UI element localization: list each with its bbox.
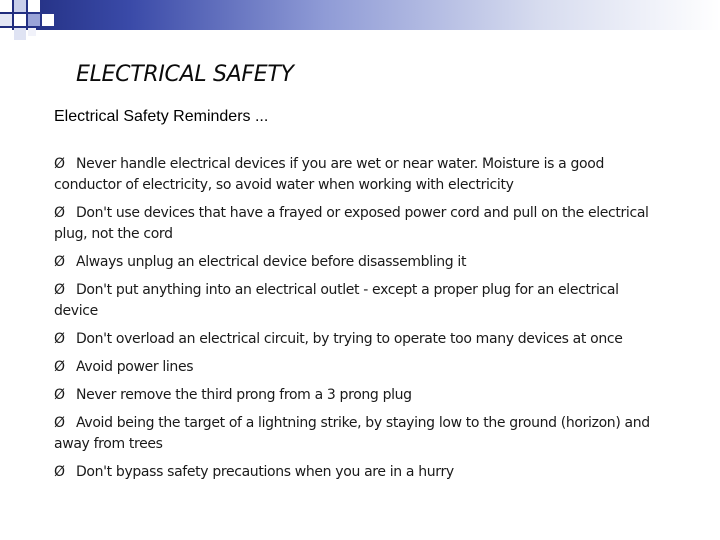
- deco-square: [28, 14, 40, 26]
- list-item: [54, 203, 666, 245]
- list-item-text: Don't use devices that have a frayed or exposed power cord and pull on the electrical plug, not the cord: [54, 205, 649, 242]
- list-item-text: Avoid power lines: [76, 359, 194, 375]
- slide-subtitle: Electrical Safety Reminders ...: [54, 108, 269, 125]
- deco-square: [42, 14, 54, 26]
- deco-square: [28, 28, 36, 36]
- arrow-bullet-icon: Ø: [54, 205, 65, 221]
- arrow-bullet-icon: Ø: [54, 464, 65, 480]
- deco-square: [14, 28, 26, 40]
- slide-title: ELECTRICAL SAFETY: [76, 62, 294, 87]
- list-item: [54, 462, 666, 483]
- deco-square: [14, 14, 26, 26]
- header-gradient-band: [0, 0, 720, 30]
- list-item-text: Never remove the third prong from a 3 prong plug: [76, 387, 412, 403]
- list-item-text: Don't overload an electrical circuit, by trying to operate too many devices at once: [76, 331, 623, 347]
- list-item-text: Always unplug an electrical device before disassembling it: [76, 254, 467, 270]
- arrow-bullet-icon: Ø: [54, 415, 65, 431]
- list-item: [54, 252, 666, 273]
- arrow-bullet-icon: Ø: [54, 359, 65, 375]
- deco-square: [0, 0, 12, 12]
- list-item-text: Avoid being the target of a lightning strike, by staying low to the ground (horizon) and away from trees: [54, 415, 650, 452]
- list-item: [54, 329, 666, 350]
- decorative-squares: [0, 0, 70, 50]
- list-item-text: Don't put anything into an electrical outlet - except a proper plug for an electrical device: [54, 282, 619, 319]
- list-item-text: Don't bypass safety precautions when you are in a hurry: [76, 464, 454, 480]
- arrow-bullet-icon: Ø: [54, 156, 65, 172]
- list-item: [54, 154, 666, 196]
- arrow-bullet-icon: Ø: [54, 254, 65, 270]
- list-item: [54, 357, 666, 378]
- arrow-bullet-icon: Ø: [54, 282, 65, 298]
- list-item: [54, 413, 666, 455]
- list-item: [54, 280, 666, 322]
- list-item-text: Never handle electrical devices if you are wet or near water. Moisture is a good conductor of electricity, so avoid water when working with electricity: [54, 156, 605, 193]
- deco-square: [0, 28, 12, 40]
- list-item: [54, 385, 666, 406]
- deco-square: [28, 0, 40, 12]
- arrow-bullet-icon: Ø: [54, 387, 65, 403]
- deco-square: [0, 14, 12, 26]
- arrow-bullet-icon: Ø: [54, 331, 65, 347]
- deco-square: [14, 0, 26, 12]
- reminder-list: [54, 154, 666, 490]
